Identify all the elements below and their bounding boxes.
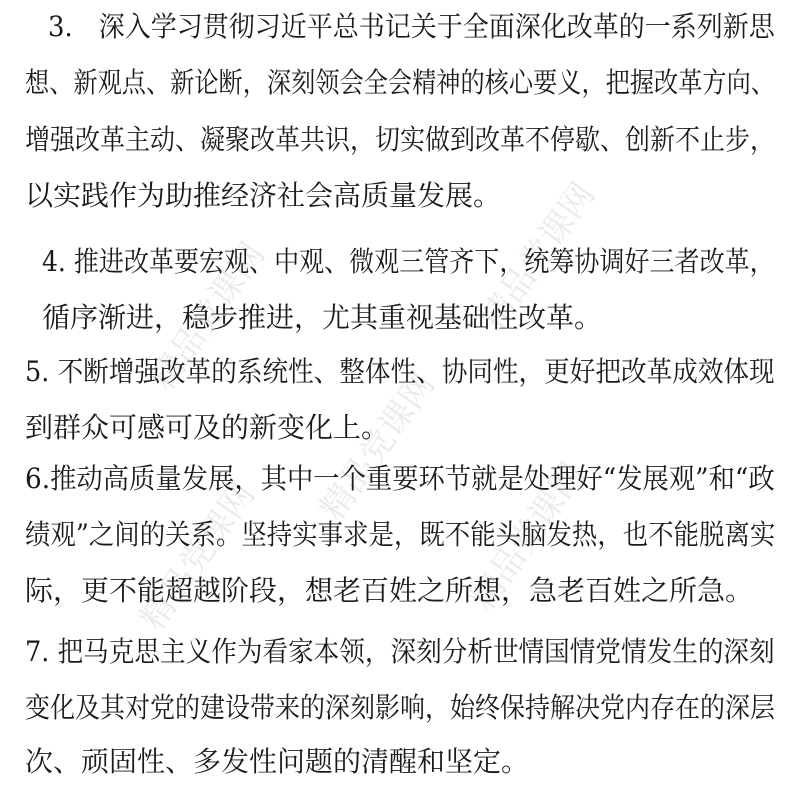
paragraph-4-line: 循序渐进，稳步推进，尤其重视基础性改革。: [42, 301, 603, 334]
paragraph-7-line: 变化及其对党的建设带来的深刻影响，始终保持解决党内存在的深层: [25, 691, 776, 724]
paragraph-7-line: 次、顽固性、多发性问题的清醒和坚定。: [25, 745, 530, 778]
watermark: 精品党课网: [142, 235, 274, 398]
paragraph-7-line: 7. 把马克思主义作为看家本领，深刻分析世情国情党情发生的深刻: [25, 635, 775, 668]
paragraph-3-line: 增强改革主动、凝聚改革共识，切实做到改革不停歇、创新不止步，: [25, 123, 776, 156]
watermark: 精品党课网: [312, 365, 444, 528]
paragraph-3-line: 3. 深入学习贯彻习近平总书记关于全面深化改革的一系列新思: [48, 10, 775, 43]
paragraph-5-line: 到群众可感可及的新变化上。: [25, 411, 390, 444]
paragraph-6-line: 6.推动高质量发展，其中一个重要环节就是处理好“发展观”和“政: [25, 462, 775, 495]
watermark: 精品党课网: [132, 475, 264, 638]
watermark: 精品党课网: [472, 175, 604, 338]
paragraph-6-line: 绩观”之间的关系。坚持实事求是，既不能头脑发热，也不能脱离实: [25, 518, 776, 551]
paragraph-3-line: 以实践作为助推经济社会高质量发展。: [25, 179, 502, 212]
paragraph-3-line: 想、新观点、新论断，深刻领会全会精神的核心要义，把握改革方向、: [25, 66, 776, 99]
watermark: 精品党课网: [462, 455, 594, 618]
paragraph-6-line: 际，更不能超越阶段，想老百姓之所想，急老百姓之所急。: [25, 574, 754, 607]
paragraph-5-line: 5. 不断增强改革的系统性、整体性、协同性，更好把改革成效体现: [25, 355, 775, 388]
paragraph-4-line: 4. 推进改革要宏观、中观、微观三管齐下，统筹协调好三者改革，: [42, 245, 775, 278]
